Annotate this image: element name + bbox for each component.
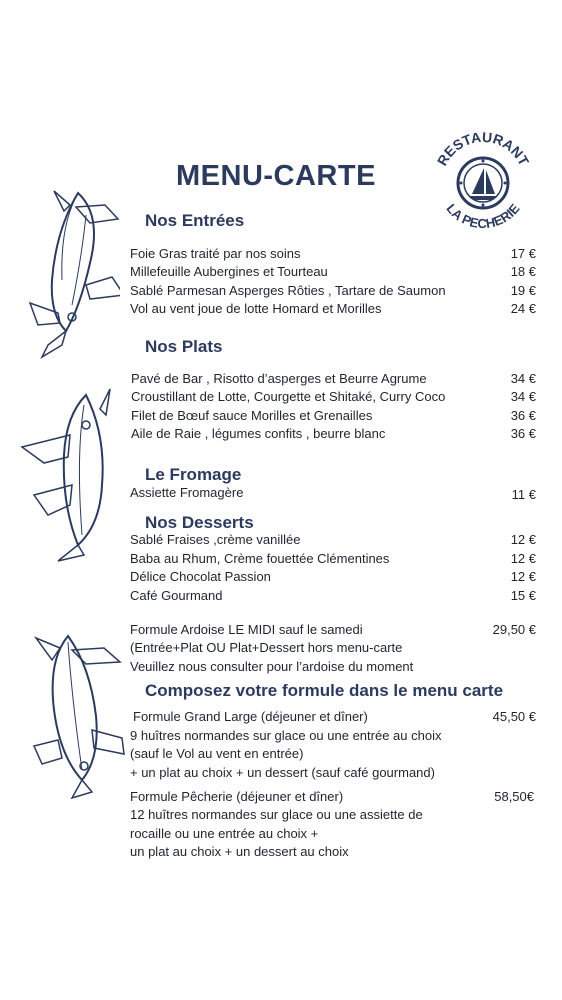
item-price: 34 € bbox=[510, 371, 536, 386]
restaurant-logo bbox=[428, 128, 538, 238]
item-name: Filet de Bœuf sauce Morilles et Grenailles bbox=[131, 408, 373, 423]
formule-line: (sauf le Vol au vent en entrée) bbox=[130, 746, 304, 761]
item-name: Café Gourmand bbox=[130, 588, 223, 603]
item-price: 17 € bbox=[510, 246, 536, 261]
section-heading-entrees: Nos Entrées bbox=[145, 211, 245, 230]
formule-line: rocaille ou une entrée au choix + bbox=[130, 826, 319, 841]
item-price: 18 € bbox=[510, 264, 536, 279]
item-name: Assiette Fromagère bbox=[130, 485, 244, 500]
menu-item bbox=[0, 245, 562, 263]
composez-heading: Composez votre formule dans le menu carte bbox=[145, 681, 504, 700]
formule-line: 9 huîtres normandes sur glace ou une entrée au choix bbox=[130, 728, 442, 743]
item-name: Pavé de Bar , Risotto d’asperges et Beurre Agrume bbox=[131, 371, 427, 386]
formule-line: + un plat au choix + un dessert (sauf café gourmand) bbox=[130, 765, 435, 780]
menu-item bbox=[0, 568, 562, 586]
menu-item bbox=[0, 484, 562, 502]
formule-price: 29,50 € bbox=[492, 622, 536, 637]
formule-line: 12 huîtres normandes sur glace ou une assiette de bbox=[130, 807, 423, 822]
item-price: 36 € bbox=[510, 426, 536, 441]
menu-item bbox=[0, 550, 562, 568]
formule-name: Formule Grand Large (déjeuner et dîner) bbox=[133, 709, 368, 724]
item-name: Sablé Parmesan Asperges Rôties , Tartare de Saumon bbox=[130, 283, 446, 298]
formule-line: (Entrée+Plat OU Plat+Dessert hors menu-carte bbox=[130, 640, 403, 655]
item-price: 15 € bbox=[510, 588, 536, 603]
item-name: Croustillant de Lotte, Courgette et Shitaké, Curry Coco bbox=[131, 389, 446, 404]
item-price: 36 € bbox=[510, 408, 536, 423]
menu-item bbox=[0, 263, 562, 281]
item-price: 11 € bbox=[511, 487, 536, 502]
formule-name: Formule Pêcherie (déjeuner et dîner) bbox=[130, 789, 344, 804]
logo-top-text: RESTAURANT bbox=[433, 128, 533, 169]
item-name: Baba au Rhum, Crème fouettée Clémentines bbox=[130, 551, 390, 566]
item-name: Aile de Raie , légumes confits , beurre blanc bbox=[131, 426, 386, 441]
item-name: Vol au vent joue de lotte Homard et Morilles bbox=[130, 301, 382, 316]
section-heading-fromage: Le Fromage bbox=[145, 465, 242, 484]
menu-item bbox=[0, 388, 562, 406]
item-name: Délice Chocolat Passion bbox=[130, 569, 271, 584]
svg-text:RESTAURANT bbox=[434, 129, 533, 169]
item-price: 12 € bbox=[510, 532, 536, 547]
menu-item bbox=[0, 370, 562, 388]
formule-price: 45,50 € bbox=[492, 709, 536, 724]
page-title: MENU-CARTE bbox=[176, 160, 376, 192]
formule-price: 58,50€ bbox=[494, 789, 534, 804]
logo-bottom-text: LA PECHERIE bbox=[443, 200, 523, 232]
item-price: 12 € bbox=[510, 551, 536, 566]
formule-pecherie bbox=[0, 788, 562, 806]
formule-line: un plat au choix + un dessert au choix bbox=[130, 844, 349, 859]
item-name: Foie Gras traité par nos soins bbox=[130, 246, 301, 261]
item-price: 34 € bbox=[510, 389, 536, 404]
formule-name: Formule Ardoise LE MIDI sauf le samedi bbox=[130, 622, 363, 637]
menu-item bbox=[0, 587, 562, 605]
item-price: 12 € bbox=[510, 569, 536, 584]
section-heading-desserts: Nos Desserts bbox=[145, 513, 254, 532]
menu-item bbox=[0, 407, 562, 425]
menu-item bbox=[0, 531, 562, 549]
menu-item bbox=[0, 282, 562, 300]
item-name: Millefeuille Aubergines et Tourteau bbox=[130, 264, 328, 279]
item-price: 24 € bbox=[510, 301, 536, 316]
section-heading-plats: Nos Plats bbox=[145, 337, 223, 356]
formule-ardoise bbox=[0, 621, 562, 639]
item-price: 19 € bbox=[510, 283, 536, 298]
formule-grand-large bbox=[0, 708, 562, 726]
formule-line: Veuillez nous consulter pour l’ardoise du moment bbox=[130, 659, 414, 674]
menu-item bbox=[0, 300, 562, 318]
menu-item bbox=[0, 425, 562, 443]
item-name: Sablé Fraises ,crème vanillée bbox=[130, 532, 301, 547]
